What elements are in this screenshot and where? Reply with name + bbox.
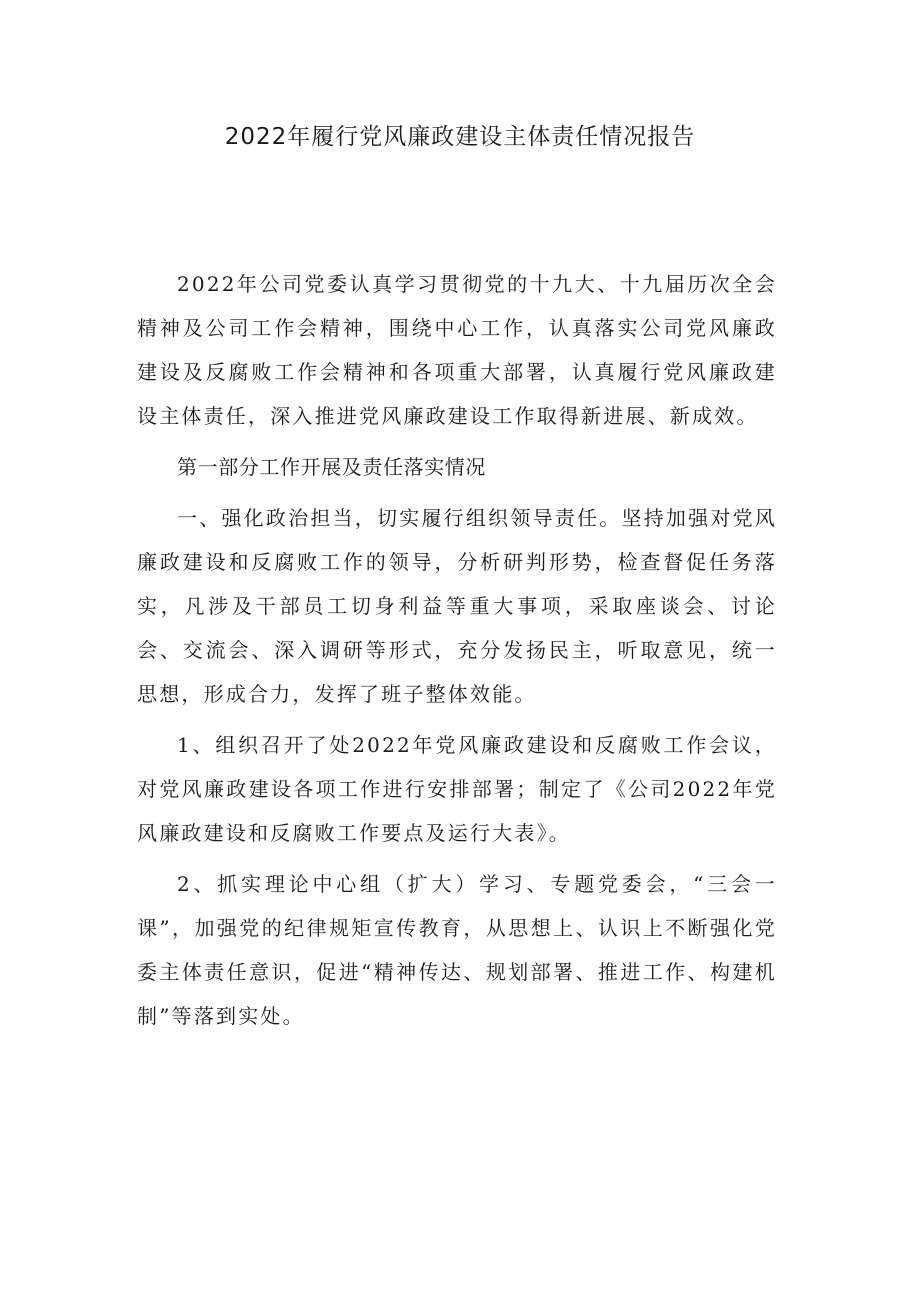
intro-paragraph: 2022年公司党委认真学习贯彻党的十九大、十九届历次全会精神及公司工作会精神，围绕中心工作，认真落实公司党风廉政建设及反腐败工作会精神和各项重大部署，认真履行党风廉政建设主体责任，深入推进党风廉政建设工作取得新进展、新成效。 (137, 272, 777, 428)
section-heading: 第一部分工作开展及责任落实情况 (177, 455, 486, 479)
paragraph-item-1: 1、组织召开了处2022年党风廉政建设和反腐败工作会议，对党风廉政建设各项工作进行安排部署；制定了《公司2022年党风廉政建设和反腐败工作要点及运行大表》。 (137, 733, 777, 845)
paragraph-item-2: 2、抓实理论中心组（扩大）学习、专题党委会，“三会一课”，加强党的纪律规矩宣传教育，从思想上、认识上不断强化党委主体责任意识，促进“精神传达、规划部署、推进工作、构建机制”等落到实处。 (137, 872, 777, 1028)
document-body (137, 262, 777, 1045)
paragraph-political-responsibility: 一、强化政治担当，切实履行组织领导责任。坚持加强对党风廉政建设和反腐败工作的领导，分析研判形势，检查督促任务落实，凡涉及干部员工切身利益等重大事项，采取座谈会、讨论会、交流会、深入调研等形式，充分发扬民主，听取意见，统一思想，形成合力，发挥了班子整体效能。 (137, 506, 777, 706)
document-title: 2022年履行党风廉政建设主体责任情况报告 (224, 124, 696, 150)
